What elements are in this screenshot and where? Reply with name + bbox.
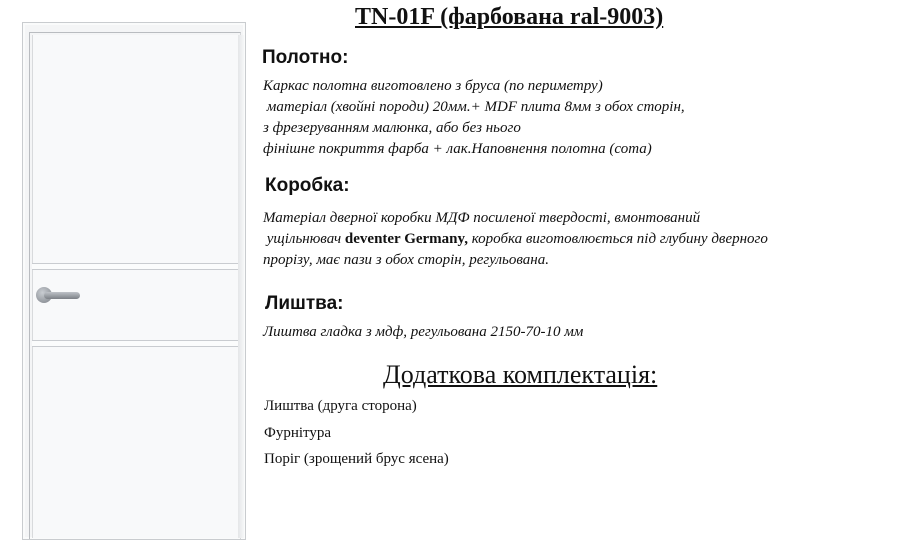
korobka-line-3: прорізу, має пази з обох сторін, регульована. bbox=[263, 252, 549, 268]
korobka-description bbox=[263, 208, 768, 271]
section-heading-lyshtva: Лиштва: bbox=[265, 293, 344, 314]
door-groove-upper bbox=[32, 263, 238, 270]
korobka-line-2-suffix: коробка виготовлюється під глубину дверного bbox=[467, 231, 768, 247]
polotno-line-2: матеріал (хвойні породи) 20мм.+ MDF плита 8мм з обох сторін, bbox=[263, 99, 685, 115]
polotno-description bbox=[263, 76, 685, 160]
korobka-line-1: Матеріал дверної коробки МДФ посиленої твердості, вмонтований bbox=[263, 210, 701, 226]
polotno-line-4: фінішне покриття фарба + лак.Наповнення полотна (сота) bbox=[263, 141, 652, 157]
section-heading-korobka: Коробка: bbox=[265, 175, 350, 196]
polotno-line-3: з фрезеруванням малюнка, або без нього bbox=[263, 120, 521, 136]
lyshtva-description: Лиштва гладка з мдф, регульована 2150-70-10 мм bbox=[263, 324, 584, 340]
door-illustration bbox=[22, 22, 248, 538]
extras-heading: Додаткова комплектація: bbox=[383, 360, 658, 389]
door-edge-shade bbox=[238, 35, 244, 538]
polotno-line-1: Каркас полотна виготовлено з бруса (по периметру) bbox=[263, 78, 603, 94]
korobka-seal-brand: deventer Germany, bbox=[344, 231, 468, 247]
door-handle-icon bbox=[44, 292, 80, 299]
page-title: TN-01F (фарбована ral-9003) bbox=[355, 4, 664, 30]
korobka-line-2-prefix: ущільнювач bbox=[263, 231, 345, 247]
extras-item-3: Поріг (зрощений брус ясена) bbox=[264, 451, 449, 467]
extras-item-1: Лиштва (друга сторона) bbox=[264, 398, 417, 414]
section-heading-polotno: Полотно: bbox=[262, 47, 349, 68]
door-leaf bbox=[32, 35, 240, 538]
korobka-line-2 bbox=[263, 229, 768, 250]
extras-item-2: Фурнітура bbox=[264, 425, 332, 441]
door-groove-lower bbox=[32, 340, 238, 347]
